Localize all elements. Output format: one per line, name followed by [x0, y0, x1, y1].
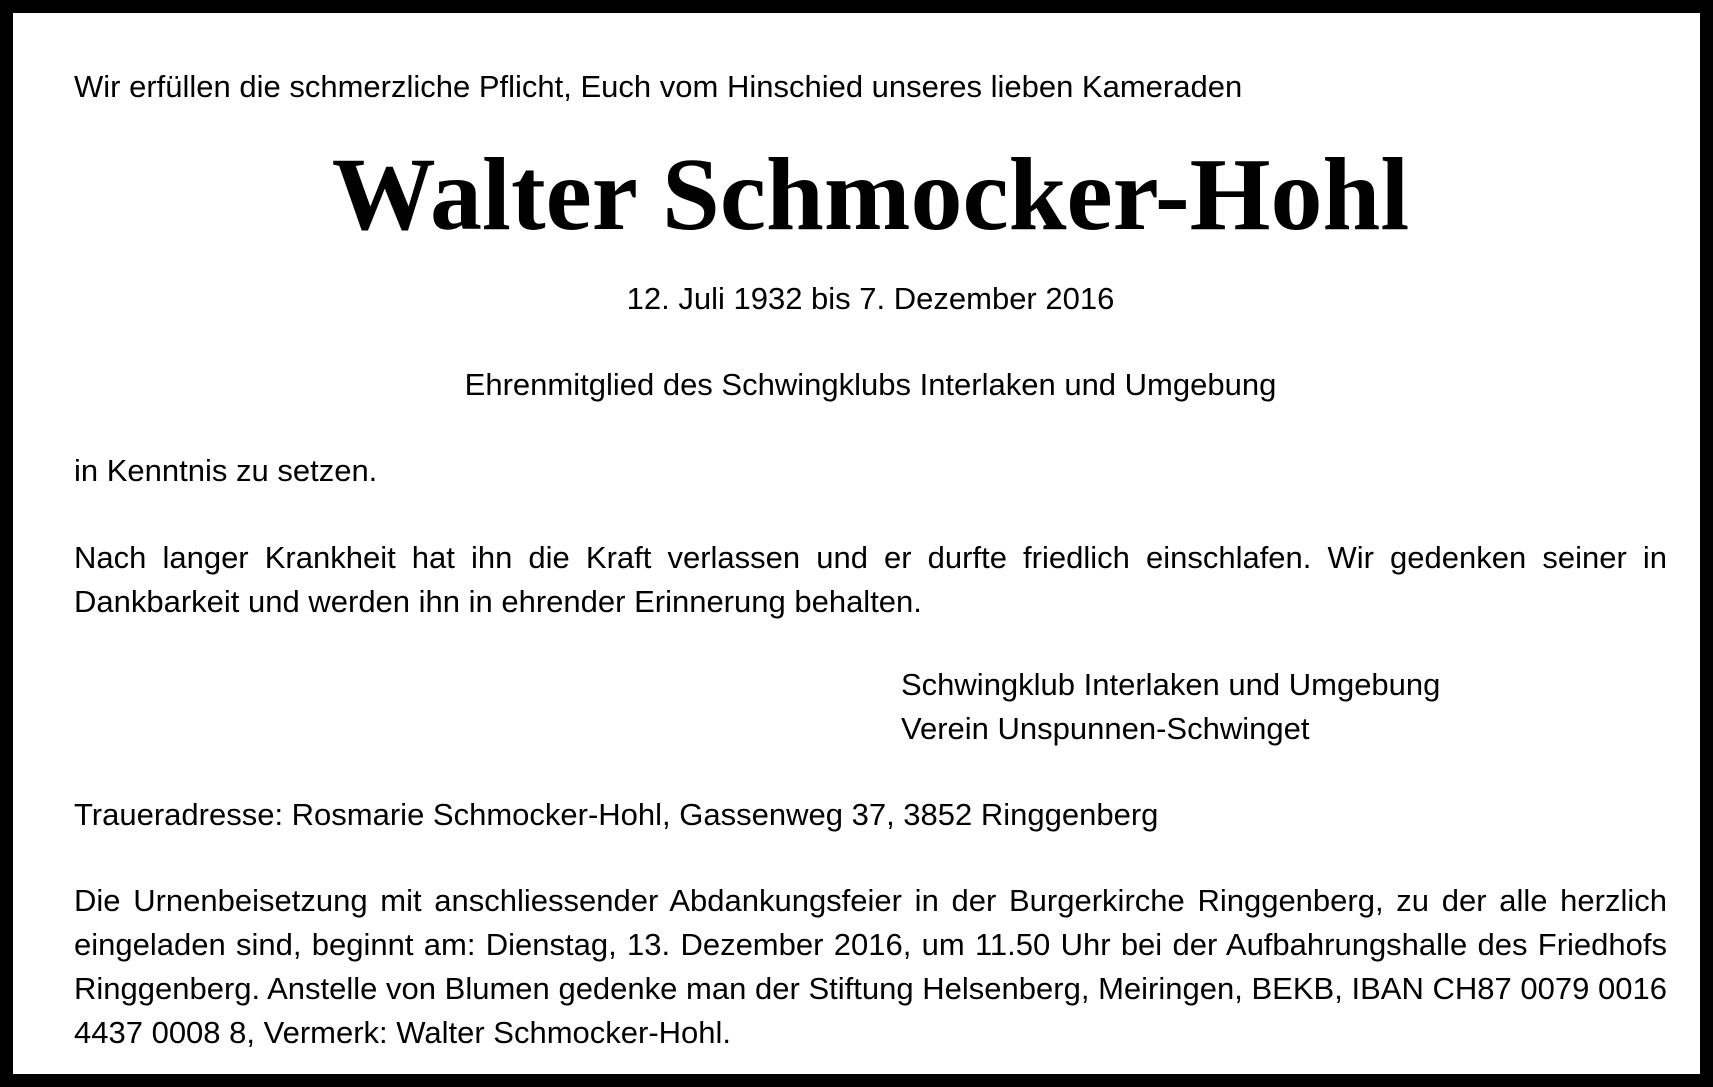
- life-dates: 12. Juli 1932 bis 7. Dezember 2016: [626, 281, 1115, 316]
- ceremony-paragraph: Die Urnenbeisetzung mit anschliessender Abdankungsfeier in der Burgerkirche Ringgenberg, zu der alle herzlich eingeladen sind, beginnt am: Dienstag, 13. Dezember 2016, um 11.50 Uhr bei der Aufbahrungshalle des Friedhofs Ringgenberg. Anstelle von Blumen gedenke man der Stiftung Helsenberg, Meiringen, BEKB, IBAN CH87 0079 0016 4437 0008 8, Vermerk: Walter Schmocker-Hohl.: [74, 883, 1667, 1050]
- remembrance-paragraph: Nach langer Krankheit hat ihn die Kraft verlassen und er durfte friedlich einschlafen. Wir gedenken seiner in Dankbarkeit und werden ihn in ehrender Erinnerung behalten.: [74, 540, 1667, 619]
- mourning-address: Traueradresse: Rosmarie Schmocker-Hohl, Gassenweg 37, 3852 Ringgenberg: [74, 797, 1159, 832]
- intro-end-text: in Kenntnis zu setzen.: [74, 453, 378, 488]
- signatory-1: Schwingklub Interlaken und Umgebung: [901, 667, 1441, 702]
- deceased-name: Walter Schmocker-Hohl: [331, 137, 1410, 252]
- honorary-title: Ehrenmitglied des Schwingklubs Interlaken und Umgebung: [464, 367, 1277, 402]
- signatory-2: Verein Unspunnen-Schwinget: [901, 711, 1310, 746]
- intro-text: Wir erfüllen die schmerzliche Pflicht, Euch vom Hinschied unseres lieben Kameraden: [74, 69, 1243, 104]
